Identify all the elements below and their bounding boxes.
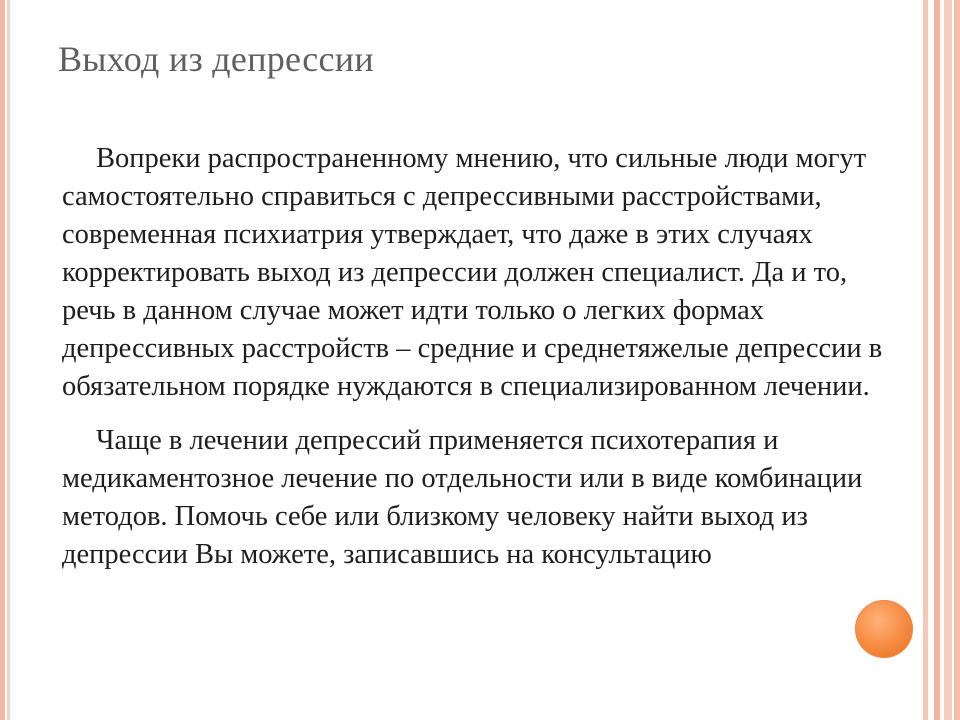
slide-title: Выход из депрессии	[58, 39, 374, 79]
paragraph-1: Вопреки распространенному мнению, что сильные люди могут самостоятельно справиться с депрессивными расстройствами, современная психиатрия утверждает, что даже в этих случаях корректировать выход из депрессии должен специалист. Да и то, речь в данном случае может идти только о легких формах депрессивных расстройств – средние и среднетяжелые депрессии в обязательном порядке нуждаются в специализированном лечении.	[62, 143, 883, 402]
paragraph-2: Чаще в лечении депрессий применяется психотерапия и медикаментозное лечение по отдельности или в виде комбинации методов. Помочь себе или близкому человеку найти выход из депрессии Вы можете, записавшись на консультацию	[62, 425, 863, 570]
orange-circle-decoration	[855, 600, 913, 658]
left-decorative-stripe	[0, 0, 10, 720]
slide-body	[30, 140, 910, 720]
right-decorative-stripes	[916, 0, 960, 720]
